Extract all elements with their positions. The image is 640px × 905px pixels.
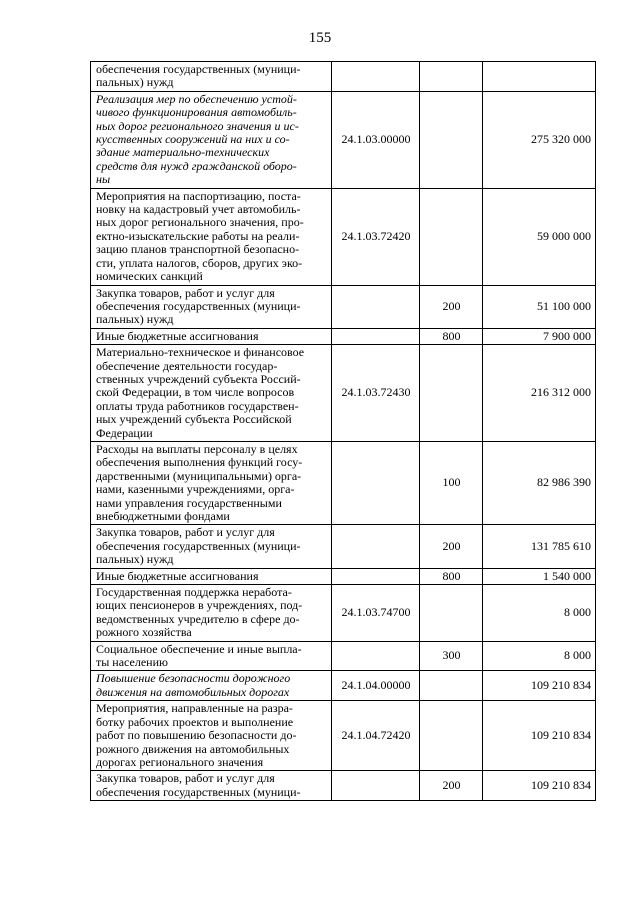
table-row [91, 441, 596, 524]
row-sum: 51 100 000 [483, 285, 596, 328]
budget-table [90, 61, 596, 801]
row-code: 24.1.04.00000 [332, 671, 420, 701]
row-name: Мероприятия, направленные на разра- ботку рабочих проектов и выполнение работ по повышению безопасности до- рожного движения на автомобильных дорогах регионального значения [91, 701, 332, 771]
row-code: 24.1.03.72420 [332, 188, 420, 285]
table-row [91, 771, 596, 801]
row-code: 24.1.03.74700 [332, 585, 420, 642]
row-expense-type [420, 62, 483, 92]
table-row [91, 188, 596, 285]
row-code [332, 441, 420, 524]
row-name: Мероприятия на паспортизацию, поста- новку на кадастровый учет автомобиль- ных дорог регионального значения, про- ектно-изыскательские работы на реали- зацию планов транспортной безопасно- сти, уплата налогов, сборов, других эко- номических санкций [91, 188, 332, 285]
row-name: Закупка товаров, работ и услуг для обеспечения государственных (муници- пальных) нужд [91, 285, 332, 328]
row-name: Материально-техническое и финансовое обеспечение деятельности государ- ственных учреждений субъекта Россий- ской Федерации, в том числе вопросов оплаты труда работников государствен- ных учреждений субъекта Российской Федерации [91, 345, 332, 442]
row-expense-type [420, 671, 483, 701]
row-sum: 82 986 390 [483, 441, 596, 524]
page-number: 155 [308, 30, 332, 46]
row-code [332, 771, 420, 801]
row-expense-type: 800 [420, 568, 483, 584]
row-name: Социальное обеспечение и иные выпла- ты населению [91, 641, 332, 671]
row-name: Расходы на выплаты персоналу в целях обеспечения выполнения функций госу- дарственными (муниципальными) орга- нами, казенными учреждениями, орга- нами управления государственными внебюджетными фондами [91, 441, 332, 524]
row-code: 24.1.03.72430 [332, 345, 420, 442]
row-name: Государственная поддержка неработа- ющих пенсионеров в учреждениях, под- ведомственных учредителю в сфере до- рожного хозяйства [91, 585, 332, 642]
row-sum [483, 62, 596, 92]
row-name: Повышение безопасности дорожного движения на автомобильных дорогах [91, 671, 332, 701]
row-sum: 275 320 000 [483, 91, 596, 188]
row-name: Иные бюджетные ассигнования [91, 328, 332, 344]
row-code: 24.1.04.72420 [332, 701, 420, 771]
table-row [91, 328, 596, 344]
row-code [332, 568, 420, 584]
row-sum: 109 210 834 [483, 701, 596, 771]
row-sum: 1 540 000 [483, 568, 596, 584]
table-row [91, 585, 596, 642]
row-expense-type [420, 91, 483, 188]
row-sum: 109 210 834 [483, 771, 596, 801]
table-row [91, 285, 596, 328]
row-code [332, 328, 420, 344]
table-row [91, 62, 596, 92]
row-expense-type [420, 585, 483, 642]
row-expense-type: 300 [420, 641, 483, 671]
row-expense-type: 200 [420, 771, 483, 801]
row-expense-type [420, 188, 483, 285]
row-name: Закупка товаров, работ и услуг для обеспечения государственных (муници- [91, 771, 332, 801]
row-name: обеспечения государственных (муници- пальных) нужд [91, 62, 332, 92]
row-expense-type [420, 701, 483, 771]
row-expense-type: 800 [420, 328, 483, 344]
table-row [91, 345, 596, 442]
row-code [332, 62, 420, 92]
row-sum: 216 312 000 [483, 345, 596, 442]
row-expense-type: 100 [420, 441, 483, 524]
row-sum: 131 785 610 [483, 525, 596, 568]
row-name: Реализация мер по обеспечению устой- чивого функционирования автомобиль- ных дорог регионального значения и ис- кусственных сооружений на них и со- здание материально-технических средств для нужд гражданской оборо- ны [91, 91, 332, 188]
table-row [91, 91, 596, 188]
table-row [91, 568, 596, 584]
row-sum: 8 000 [483, 641, 596, 671]
row-sum: 109 210 834 [483, 671, 596, 701]
row-sum: 59 000 000 [483, 188, 596, 285]
budget-table-body [91, 62, 596, 801]
row-expense-type: 200 [420, 285, 483, 328]
row-sum: 8 000 [483, 585, 596, 642]
row-name: Закупка товаров, работ и услуг для обеспечения государственных (муници- пальных) нужд [91, 525, 332, 568]
table-row [91, 641, 596, 671]
row-name: Иные бюджетные ассигнования [91, 568, 332, 584]
row-code [332, 285, 420, 328]
table-row [91, 525, 596, 568]
table-row [91, 671, 596, 701]
row-code [332, 641, 420, 671]
table-row [91, 701, 596, 771]
row-code: 24.1.03.00000 [332, 91, 420, 188]
row-code [332, 525, 420, 568]
row-expense-type: 200 [420, 525, 483, 568]
row-sum: 7 900 000 [483, 328, 596, 344]
row-expense-type [420, 345, 483, 442]
